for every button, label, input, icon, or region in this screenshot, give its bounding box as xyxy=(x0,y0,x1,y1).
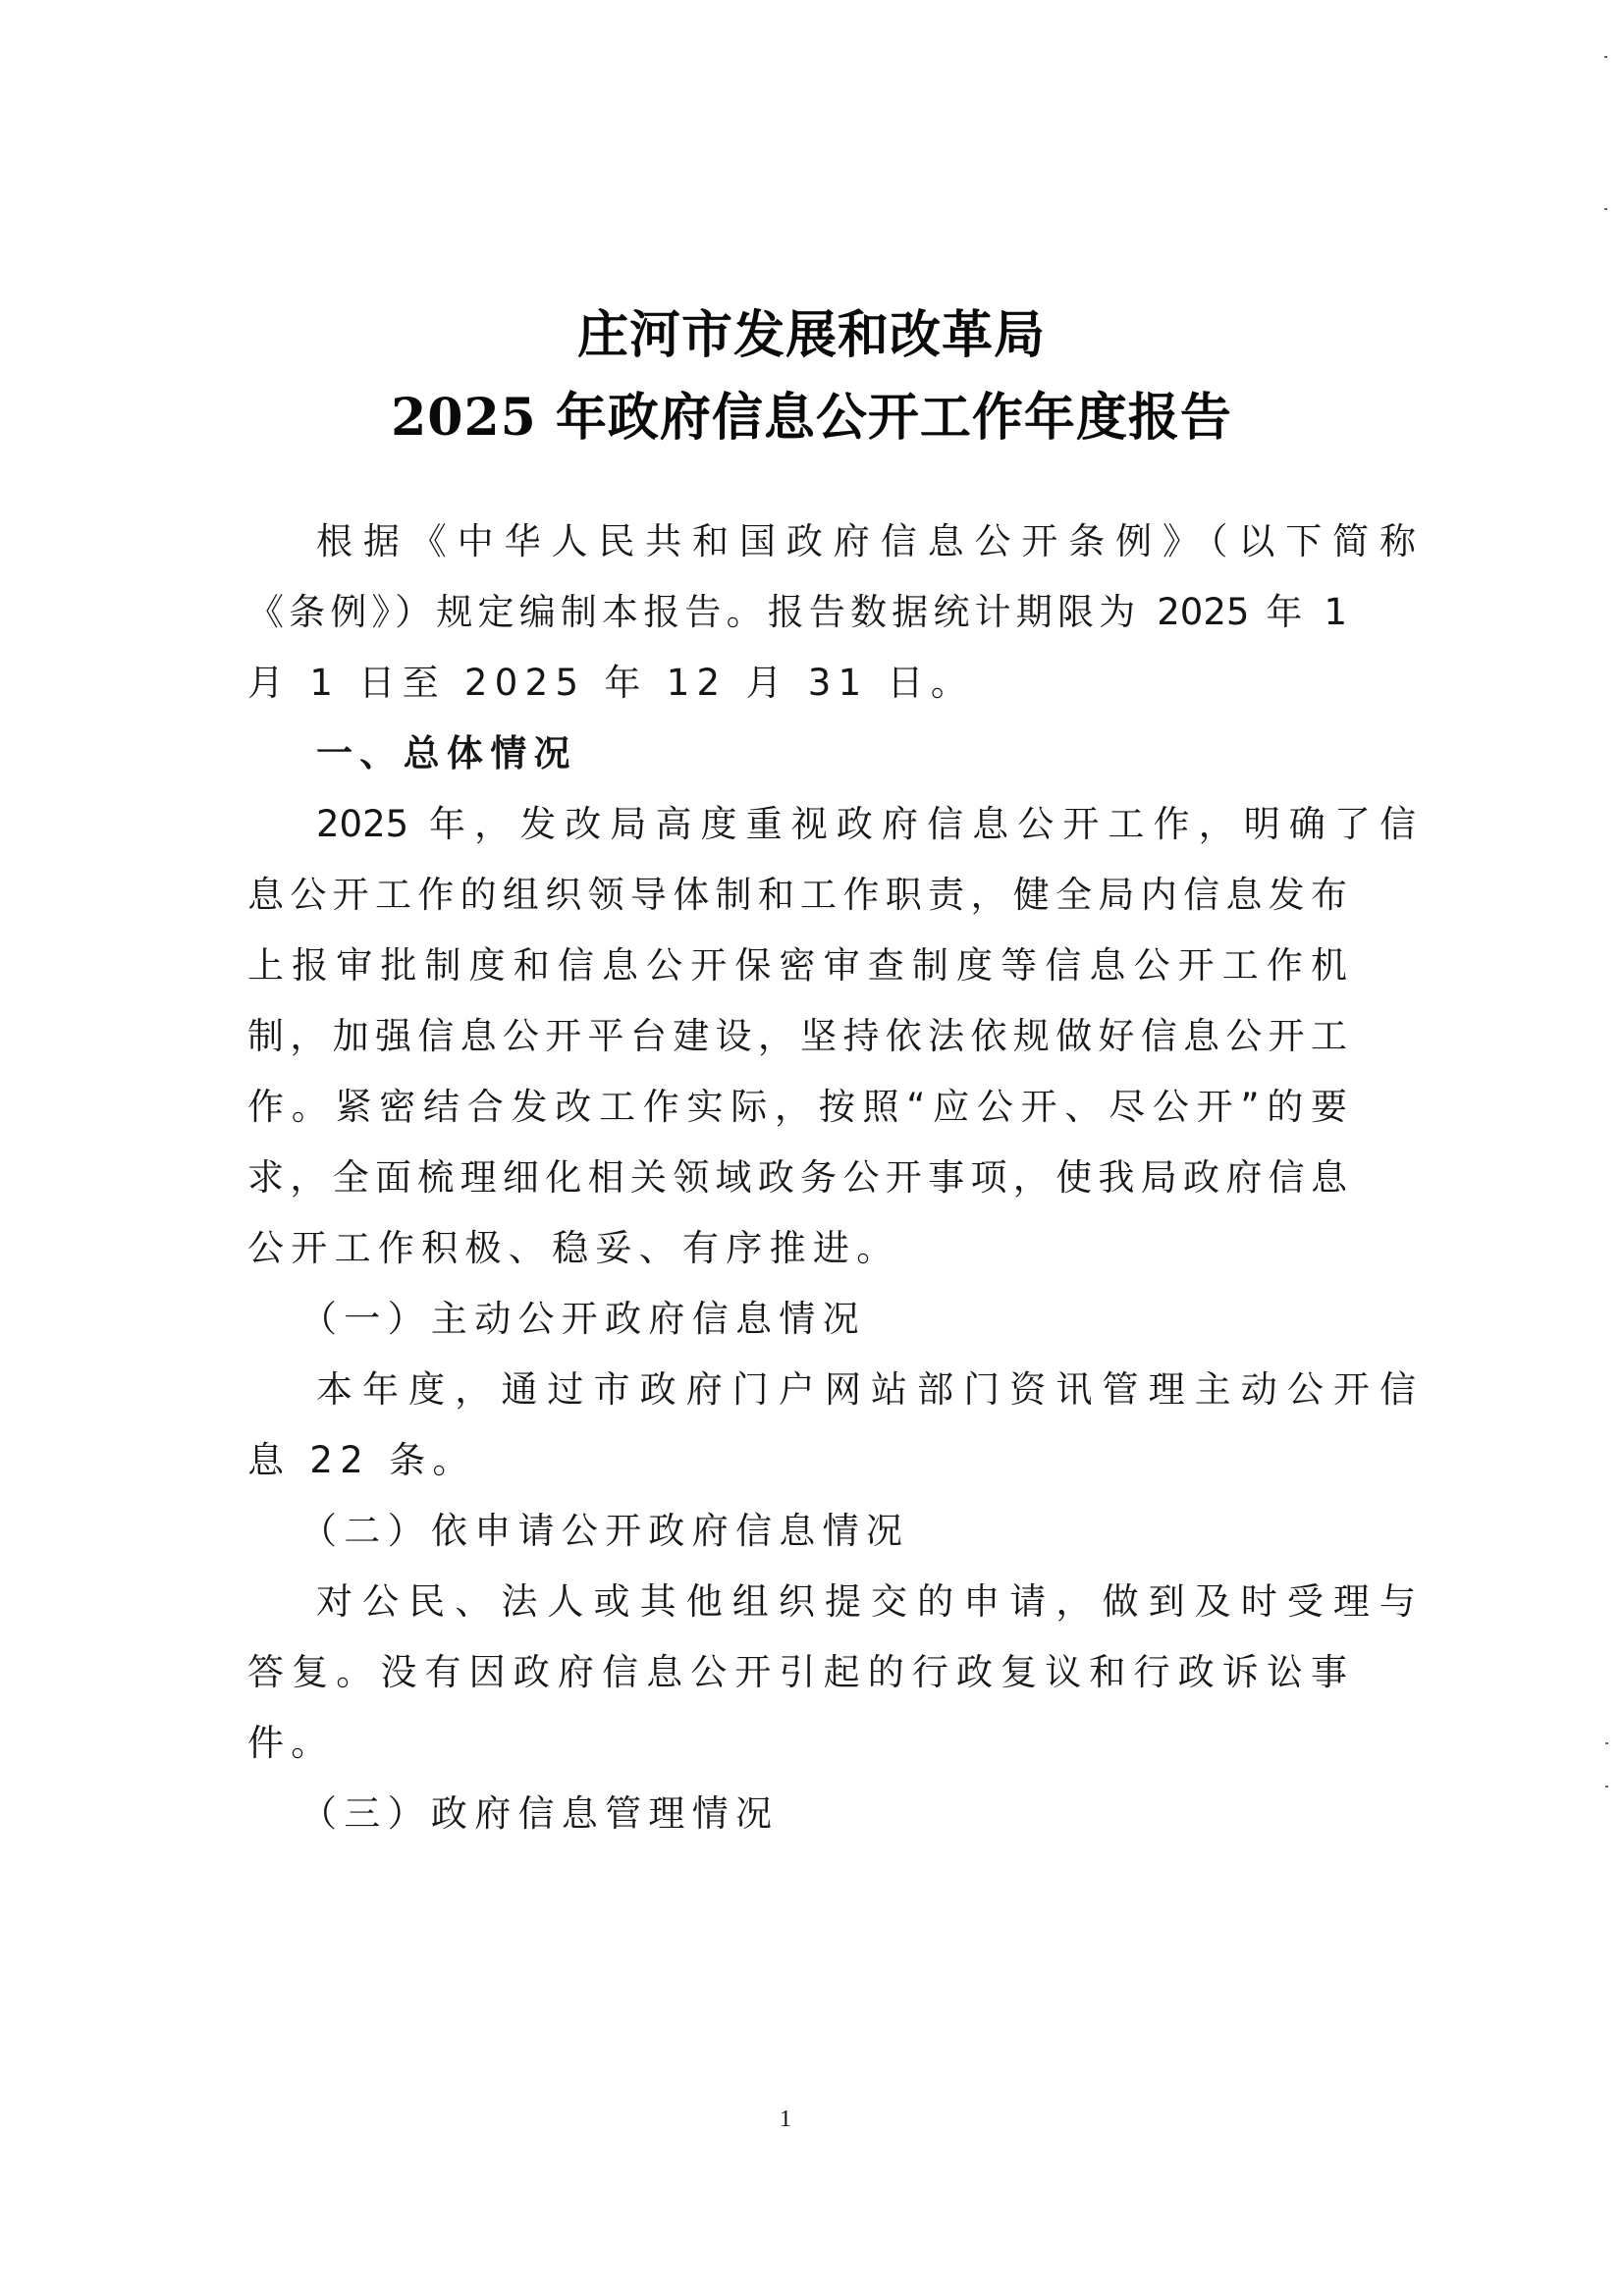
scan-speck xyxy=(1604,208,1607,210)
title-line-1: 庄河市发展和改革局 xyxy=(576,305,1046,365)
paragraph-intro-line-2: 《条例》）规定编制本报告。报告数据统计期限为 2025 年 1 xyxy=(247,591,1347,633)
subsection-heading-info-management: （三）政府信息管理情况 xyxy=(300,1792,780,1835)
paragraph-intro-line-3: 月 1 日至 2025 年 12 月 31 日。 xyxy=(247,662,975,704)
subsection-heading-request-disclosure: （二）依申请公开政府信息情况 xyxy=(300,1510,910,1552)
paragraph-overall-line-3: 上报审批制度和信息公开保密审查制度等信息公开工作机 xyxy=(247,944,1347,987)
paragraph-overall-line-5: 作。紧密结合发改工作实际，按照“应公开、尽公开”的要 xyxy=(247,1086,1347,1128)
section-heading-overall: 一、总体情况 xyxy=(316,732,577,774)
paragraph-active-line-1: 本年度，通过市政府门户网站部门资讯管理主动公开信 xyxy=(316,1368,1416,1411)
paragraph-overall-line-1: 2025 年，发改局高度重视政府信息公开工作，明确了信 xyxy=(316,803,1416,845)
paragraph-overall-line-2: 息公开工作的组织领导体制和工作职责，健全局内信息发布 xyxy=(247,874,1347,916)
scan-speck xyxy=(1605,1786,1608,1788)
paragraph-intro-line-1: 根据《中华人民共和国政府信息公开条例》（以下简称 xyxy=(316,520,1416,562)
page-number: 1 xyxy=(780,2107,791,2132)
paragraph-overall-line-4: 制，加强信息公开平台建设，坚持依法依规做好信息公开工 xyxy=(247,1015,1347,1057)
scan-speck xyxy=(1604,56,1607,58)
title-line-2: 2025 年政府信息公开工作年度报告 xyxy=(391,388,1232,448)
paragraph-request-line-1: 对公民、法人或其他组织提交的申请，做到及时受理与 xyxy=(316,1580,1416,1623)
paragraph-request-line-2: 答复。没有因政府信息公开引起的行政复议和行政诉讼事 xyxy=(247,1651,1347,1693)
paragraph-overall-line-7: 公开工作积极、稳妥、有序推进。 xyxy=(247,1227,900,1269)
subsection-heading-active-disclosure: （一）主动公开政府信息情况 xyxy=(300,1298,866,1340)
scan-speck xyxy=(1605,1742,1608,1744)
paragraph-active-line-2: 息 22 条。 xyxy=(247,1439,476,1481)
paragraph-request-line-3: 件。 xyxy=(247,1722,335,1764)
paragraph-overall-line-6: 求，全面梳理细化相关领域政务公开事项，使我局政府信息 xyxy=(247,1156,1347,1199)
